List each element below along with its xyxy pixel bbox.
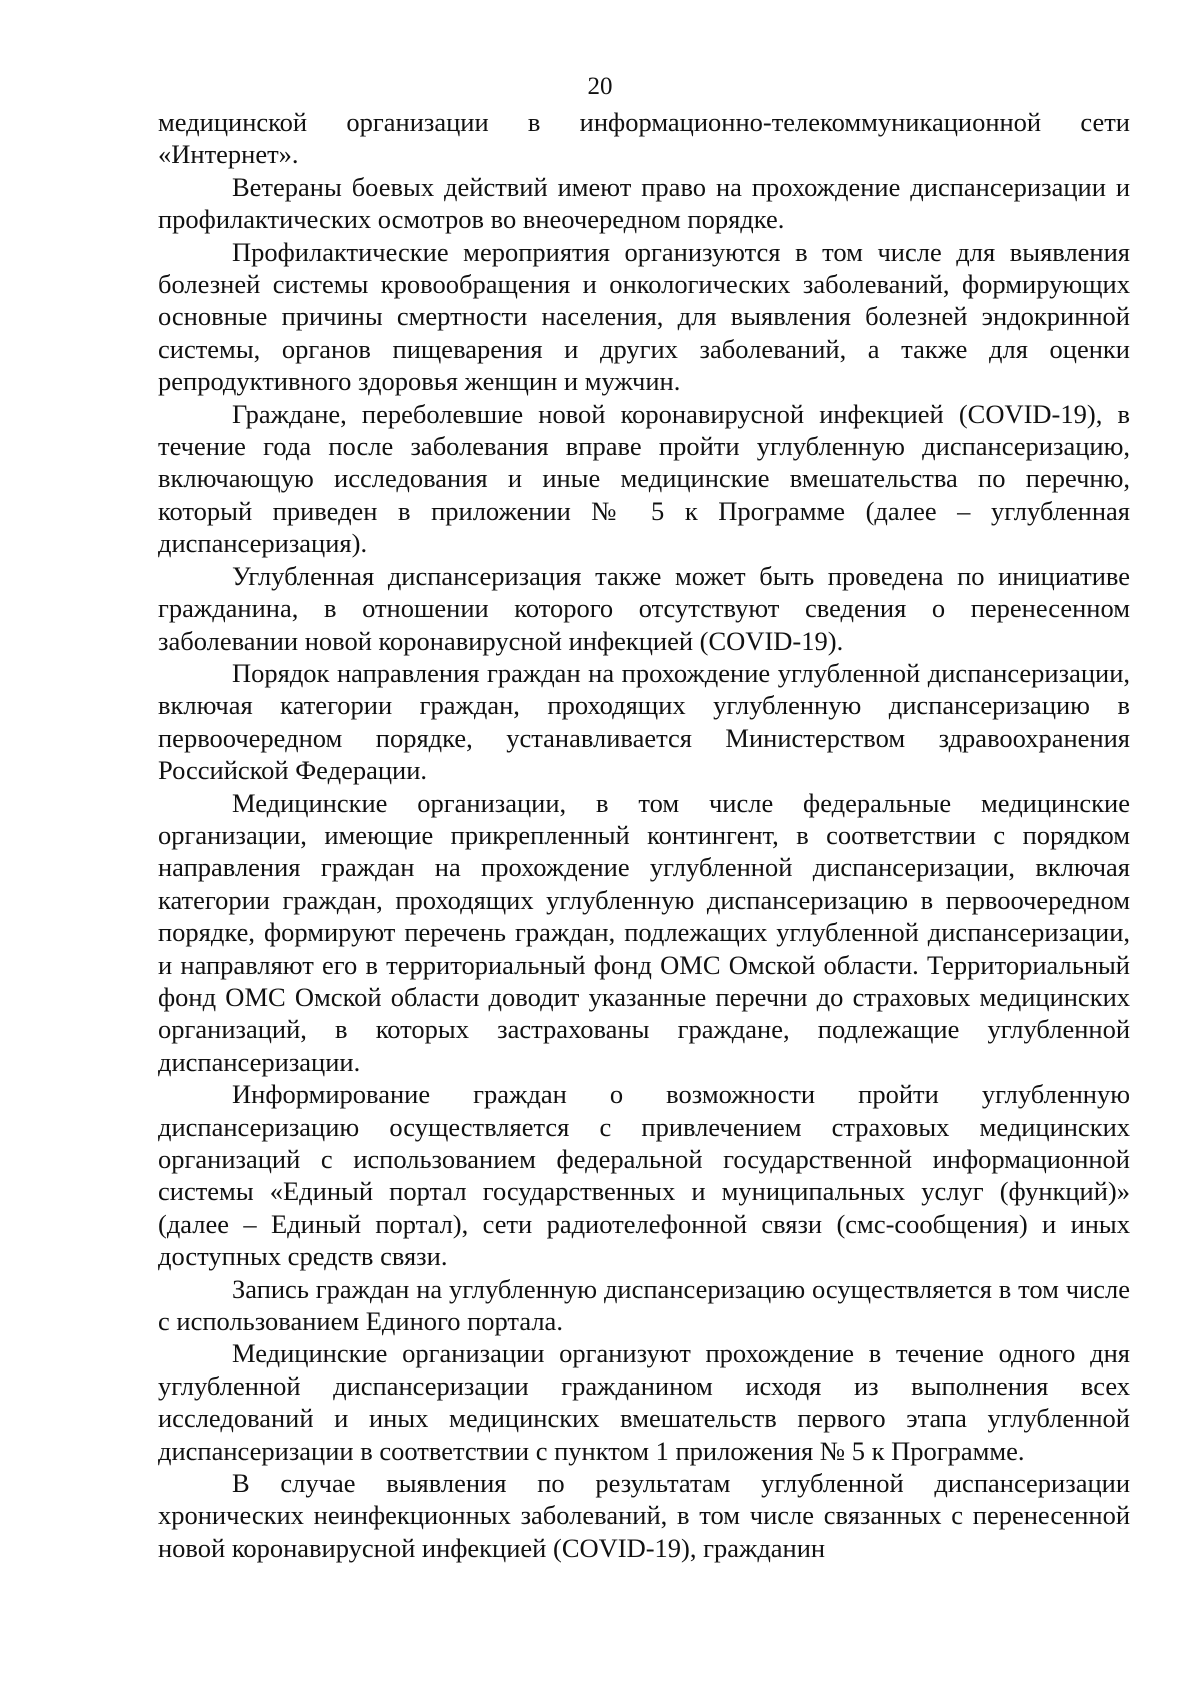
paragraph: Ветераны боевых действий имеют право на прохождение диспансеризации и профилактических осмотров во внеочередном порядке. bbox=[158, 171, 1130, 235]
paragraph: медицинской организации в информационно-телекоммуникационной сети «Интернет». bbox=[158, 107, 1130, 170]
document-body bbox=[158, 106, 1130, 1564]
paragraph: В случае выявления по результатам углубленной диспансеризации хронических неинфекционных заболеваний, в том числе связанных с перенесенной новой коронавирусной инфекцией (COVID-19), гражданин bbox=[158, 1468, 1130, 1563]
paragraph: Медицинские организации организуют прохождение в течение одного дня углубленной диспансеризации гражданином исходя из выполнения всех исследований и иных медицинских вмешательств первого этапа углубленной диспансеризации в соответствии с пунктом 1 приложения № 5 к Программе. bbox=[158, 1338, 1130, 1466]
page-number: 20 bbox=[587, 73, 613, 100]
paragraph: Порядок направления граждан на прохождение углубленной диспансеризации, включая категории граждан, проходящих углубленную диспансеризацию в первоочередном порядке, устанавливается Министерством здравоохранения Российской Федерации. bbox=[158, 657, 1130, 786]
paragraph: Запись граждан на углубленную диспансеризацию осуществляется в том числе с использованием Единого портала. bbox=[158, 1273, 1130, 1337]
paragraph: Профилактические мероприятия организуются в том числе для выявления болезней системы кровообращения и онкологических заболеваний, формирующих основные причины смертности населения, для выявления болезней эндокринной системы, органов пищеварения и других заболеваний, а также для оценки репродуктивного здоровья женщин и мужчин. bbox=[158, 236, 1130, 397]
paragraph: Граждане, переболевшие новой коронавирусной инфекцией (COVID-19), в течение года после заболевания вправе пройти углубленную диспансеризацию, включающую исследования и иные медицинские вмешательства по перечню, который приведен в приложении № 5 к Программе (далее – углубленная диспансеризация). bbox=[158, 398, 1130, 559]
paragraph: Информирование граждан о возможности пройти углубленную диспансеризацию осуществляется с привлечением страховых медицинских организаций с использованием федеральной государственной информационной системы «Единый портал государственных и муниципальных услуг (функций)» (далее – Единый портал), сети радиотелефонной связи (смс-сообщения) и иных доступных средств связи. bbox=[158, 1079, 1130, 1272]
paragraph: Углубленная диспансеризация также может быть проведена по инициативе гражданина, в отношении которого отсутствуют сведения о перенесенном заболевании новой коронавирусной инфекцией (COVID-19). bbox=[158, 560, 1130, 656]
paragraph: Медицинские организации, в том числе федеральные медицинские организации, имеющие прикрепленный контингент, в соответствии с порядком направления граждан на прохождение углубленной диспансеризации, включая категории граждан, проходящих углубленную диспансеризацию в первоочередном порядке, формируют перечень граждан, подлежащих углубленной диспансеризации, и направляют его в территориальный фонд ОМС Омской области. Территориальный фонд ОМС Омской области доводит указанные перечни до страховых медицинских организаций, в которых застрахованы граждане, подлежащие углубленной диспансеризации. bbox=[158, 787, 1130, 1077]
